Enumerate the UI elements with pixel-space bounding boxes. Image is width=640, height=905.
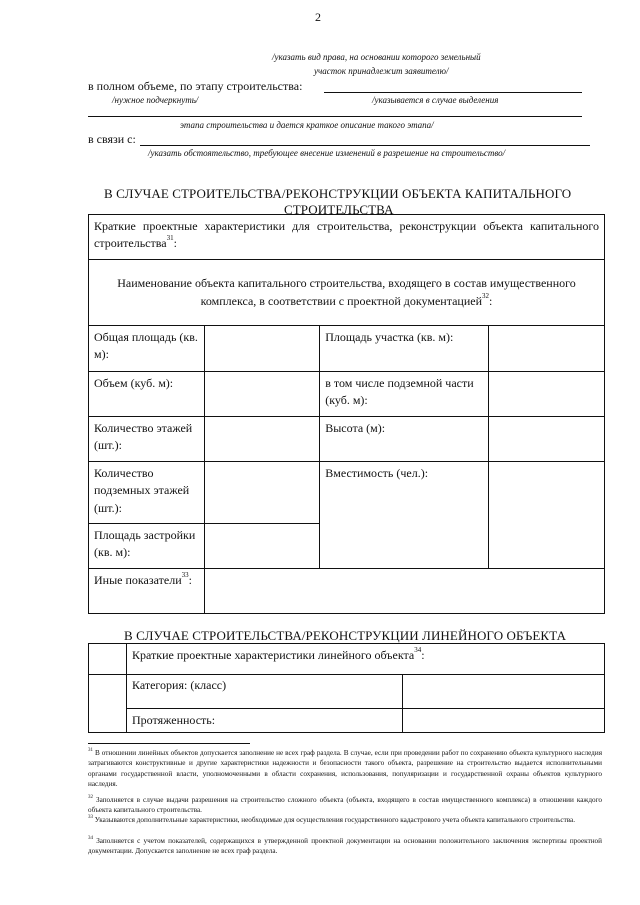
volume-label: Объем (куб. м): (89, 372, 205, 417)
underground-volume-label: в том числе подземной части (куб. м): (320, 372, 489, 417)
object-name-label: Наименование объекта капитального строительства, входящего в состав имущественного комплекса, в соответствии с проектной документацией (117, 276, 576, 308)
footnote-33: $^{33}$ Указываются дополнительные характеристики, необходимые для осуществления государственного кадастрового учета объекта капитального строительства. (88, 815, 576, 824)
section1-title-line1: В СЛУЧАЕ СТРОИТЕЛЬСТВА/РЕКОНСТРУКЦИИ ОБЪЕКТА КАПИТАЛЬНОГО (104, 186, 572, 201)
linear-brief-cell: Краткие проектные характеристики линейного объекта$^{34}$: (127, 644, 605, 675)
hint-stage-desc: этапа строительства и дается краткое описание такого этапа/ (180, 120, 434, 130)
footnote-ref-33: 33 (181, 571, 189, 579)
section2-title: В СЛУЧАЕ СТРОИТЕЛЬСТВА/РЕКОНСТРУКЦИИ ЛИНЕЙНОГО ОБЪЕКТА (124, 628, 567, 643)
page-number: 2 (315, 10, 321, 24)
stage-field-line[interactable] (324, 92, 582, 93)
height-label: Высота (м): (320, 417, 489, 462)
category-value[interactable] (403, 675, 605, 709)
category-label: Категория: (класс) (127, 675, 403, 709)
footnote-separator (88, 743, 250, 744)
footnote-ref-34: 34 (414, 646, 422, 654)
object-name-cell[interactable]: Наименование объекта капитального строительства, входящего в состав имущественного комплекса, в соответствии с проектной документацией$^{32}$: (89, 260, 605, 326)
building-area-value[interactable] (205, 524, 320, 569)
other-indicators-label: Иные показатели$^{33}$: (89, 569, 205, 614)
footnote-ref-31: 31 (166, 234, 174, 243)
floors-label: Количество этажей (шт.): (89, 417, 205, 462)
total-area-value[interactable] (205, 326, 320, 372)
reason-field-line[interactable] (140, 145, 590, 146)
plot-area-value[interactable] (488, 326, 604, 372)
section1-title-line2: СТРОИТЕЛЬСТВА (284, 202, 394, 217)
hint-underline: /нужное подчеркнуть/ (112, 95, 199, 105)
stage-desc-line[interactable] (88, 116, 582, 117)
label-full-volume: в полном объеме, по этапу строительства: (88, 79, 303, 93)
label-in-connection: в связи с: (88, 132, 136, 146)
hint-right-type-2: участок принадлежит заявителю/ (314, 66, 449, 76)
linear-brief-label: Краткие проектные характеристики линейного объекта (132, 648, 415, 662)
total-area-label: Общая площадь (кв. м): (89, 326, 205, 372)
length-label: Протяженность: (127, 709, 403, 733)
brief-characteristics-label: Краткие проектные характеристики для строительства, реконструкции объекта капитального строительства (94, 219, 599, 251)
height-value[interactable] (488, 417, 604, 462)
capacity-value[interactable] (488, 462, 604, 569)
length-value[interactable] (403, 709, 605, 733)
other-indicators-value[interactable] (205, 569, 605, 614)
footnote-34: $^{34}$ Заполняется с учетом показателей, содержащихся в утвержденной проектной документации на основании положительного заключения экспертизы проектной документации. Допускается заполнение не всех граф раздела. (88, 836, 602, 856)
underground-floors-value[interactable] (205, 462, 320, 524)
underground-floors-label: Количество подземных этажей (шт.): (89, 462, 205, 524)
underground-volume-value[interactable] (488, 372, 604, 417)
hint-stage-case: /указывается в случае выделения (372, 95, 499, 105)
footnote-32: $^{32}$ Заполняется в случае выдачи разрешения на строительство сложного объекта (объекта, входящего в состав имущественного комплекса) в отношении каждого объекта капитального строительства. (88, 795, 603, 815)
capacity-label: Вместимость (чел.): (320, 462, 489, 569)
footnote-31: $^{31}$ В отношении линейных объектов допускается заполнение не всех граф раздела. В случае, если при проведении работ по сохранению объекта культурного наследия затрагиваются конструктивные и другие характеристики надежности и безопасности такого объекта, разрешение на строительство выдается исполнительными органами государственной власти, уполномоченными в области сохранения, использования, популяризации и государственной охраны объектов культурного наследия. (88, 748, 602, 789)
linear-left-cell-top (89, 644, 127, 675)
building-area-label: Площадь застройки (кв. м): (89, 524, 205, 569)
floors-value[interactable] (205, 417, 320, 462)
capital-object-table (88, 214, 605, 614)
linear-object-table (88, 643, 605, 733)
brief-characteristics-cell: Краткие проектные характеристики для строительства, реконструкции объекта капитального строительства$^{31}$: (89, 215, 605, 260)
linear-left-cell-bottom (89, 675, 127, 733)
volume-value[interactable] (205, 372, 320, 417)
footnote-ref-32: 32 (482, 291, 490, 300)
hint-reason: /указать обстоятельство, требующее внесение изменений в разрешение на строительство/ (148, 148, 506, 158)
plot-area-label: Площадь участка (кв. м): (320, 326, 489, 372)
hint-right-type: /указать вид права, на основании которого земельный (272, 52, 481, 62)
